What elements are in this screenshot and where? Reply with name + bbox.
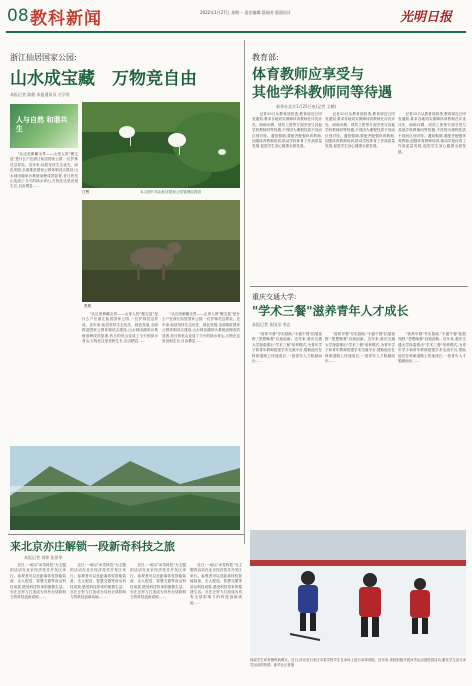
article2-headline-line2: 其他学科教师同等待遇 xyxy=(252,85,392,101)
egret-photo xyxy=(82,102,240,188)
article1-body-col2: "从这里俯瞰全景——山里人的"聚宝盆"是什么?"在浙江仙居国家公园,一位护林员这样说。近年来,仙居坚持生态优先、绿色发展,全面推进国家公园体制试点建设,山水林田湖草沙系统治理成效显著,昔日的荒山变成了今天的绿水青山,万物在这里竞相生长,自由栖息…… xyxy=(82,312,158,344)
ice-hockey-photo xyxy=(250,530,466,656)
article4-byline: 本报记者 刘坤 张景华 xyxy=(24,555,63,560)
article3-kicker: 重庆交通大学: xyxy=(252,293,297,301)
page-number: 08 xyxy=(7,6,29,26)
article1-body-col3: "从这里俯瞰全景——山里人的"聚宝盆"是什么?"在浙江仙居国家公园,一位护林员这样说。近年来,仙居坚持生态优先、绿色发展,全面推进国家公园体制试点建设,山水林田湖草沙系统治理成效显著,昔日的荒山变成了今天的绿水青山,万物在这里竞相生长,自由栖息…… xyxy=(162,312,240,344)
photo-caption-bottom: 探索学生体育锻炼新模式。近日,河北省石家庄市某学校学生在冰场上进行冰球训练。近年来,该校积极开展冰雪运动进校园活动,激发学生参与冰雪运动的热情。新华社记者摄 xyxy=(250,658,466,667)
article3-headline: "学术三餐"滋养青年人才成长 xyxy=(252,304,409,318)
article1-byline: 本报记者 陆健 本报通讯员 应学贵 xyxy=(10,92,70,97)
article2-kicker: 教育部: xyxy=(252,53,279,62)
newspaper-logo: 光明日报 xyxy=(400,10,453,25)
article2-byline: 新华社北京1月25日电(记者 王鹏) xyxy=(276,104,337,109)
article3-body-col1: "营养早餐"夯实基础,"丰盛午餐"拓展视野,"思想晚餐"启迪创新。近年来,重庆交通大学探索推出"学术三餐"培养模式,为青年学子和青年教师搭建学术交流平台,帮助他们在科研道路上快速成长,一批青年人才脱颖而出…… xyxy=(252,332,322,364)
article2-headline-line1: 体育教师应享受与 xyxy=(252,67,364,83)
article1-body-col1: "从这里俯瞰全景——山里人的"聚宝盆"是什么?"在浙江仙居国家公园,一位护林员这样说。近年来,仙居坚持生态优先、绿色发展,全面推进国家公园体制试点建设,山水林田湖草沙系统治理成效显著,昔日的荒山变成了今天的绿水青山,万物在这里竞相生长,自由栖息…… xyxy=(10,152,78,189)
section-title: 教科新闻 xyxy=(30,9,102,29)
article3-body-col2: "营养早餐"夯实基础,"丰盛午餐"拓展视野,"思想晚餐"启迪创新。近年来,重庆交通大学探索推出"学术三餐"培养模式,为青年学子和青年教师搭建学术交流平台,帮助他们在科研道路上快速成长,一批青年人才脱颖而出…… xyxy=(325,332,395,364)
bottom-divider xyxy=(8,534,244,535)
article4-body-col2: 近日,一场以"冰雪科技"为主题的活动在北京经济技术开发区举行。参观者可以近距离体验智能装备、无人配送、智慧交通等前沿科技成果,感受科技带来的便捷生活。亦庄正努力打造成为具有全球影响力的科技创新高地…… xyxy=(70,563,126,600)
issue-meta: 2022年1月27日 星期一 责任编辑:薛丽芳 版面设计 xyxy=(200,10,291,15)
article2-body-col1: 记者25日从教育部获悉,教育部近日印发通知,要求各地切实保障体育教师在评优评先、职称评聘、绩效工资等方面享受与其他学科教师同等待遇,不得因为课程性质不同而区别对待。通知强调,要配齐配强体育教师,加强体育教师培训,推动学校体育工作高质量发展,促进学生身心健康全面发展。 xyxy=(252,112,322,149)
article2-body-col3: 记者25日从教育部获悉,教育部近日印发通知,要求各地切实保障体育教师在评优评先、职称评聘、绩效工资等方面享受与其他学科教师同等待遇,不得因为课程性质不同而区别对待。通知强调,要配齐配强体育教师,加强体育教师培训,推动学校体育工作高质量发展,促进学生身心健康全面发展。 xyxy=(398,112,466,154)
photo-credit: 本文图片均由仙居国家公园管理局提供 xyxy=(140,190,202,194)
header-rule xyxy=(6,31,466,33)
article3-body-col3: "营养早餐"夯实基础,"丰盛午餐"拓展视野,"思想晚餐"启迪创新。近年来,重庆交通大学探索推出"学术三餐"培养模式,为青年学子和青年教师搭建学术交流平台,帮助他们在科研道路上快速成长,一批青年人才脱颖而出…… xyxy=(398,332,466,364)
landscape-photo xyxy=(10,446,240,530)
article4-body-col4: 近日,一场以"冰雪科技"为主题的活动在北京经济技术开发区举行。参观者可以近距离体验智能装备、无人配送、智慧交通等前沿科技成果,感受科技带来的便捷生活。亦庄正努力打造成为具有全球影响力的科技创新高地…… xyxy=(190,563,242,605)
article2-body-col2: 记者25日从教育部获悉,教育部近日印发通知,要求各地切实保障体育教师在评优评先、职称评聘、绩效工资等方面享受与其他学科教师同等待遇,不得因为课程性质不同而区别对待。通知强调,要配齐配强体育教师,加强体育教师培训,推动学校体育工作高质量发展,促进学生身心健康全面发展。 xyxy=(325,112,395,149)
article1-kicker: 浙江仙居国家公园: xyxy=(10,53,77,62)
article3-byline: 本报记者 张国圣 李志 xyxy=(252,322,291,327)
column-divider xyxy=(244,40,245,544)
article4-headline: 来北京亦庄解锁一段新奇科技之旅 xyxy=(10,540,175,553)
badge-text: 人与自然 和谐共生 xyxy=(16,116,68,133)
section-divider xyxy=(250,286,468,287)
egret-caption: 白鹭 xyxy=(82,190,90,194)
article1-headline: 山水成宝藏 万物竞自由 xyxy=(10,69,197,89)
article4-body-col3: 近日,一场以"冰雪科技"为主题的活动在北京经济技术开发区举行。参观者可以近距离体验智能装备、无人配送、智慧交通等前沿科技成果,感受科技带来的便捷生活。亦庄正努力打造成为具有全球影响力的科技创新高地…… xyxy=(130,563,186,600)
deer-photo xyxy=(82,200,240,302)
deer-caption: 黑麂 xyxy=(84,304,92,308)
article1-badge-image xyxy=(10,104,78,148)
page-header xyxy=(0,0,472,34)
article4-body-col1: 近日,一场以"冰雪科技"为主题的活动在北京经济技术开发区举行。参观者可以近距离体验智能装备、无人配送、智慧交通等前沿科技成果,感受科技带来的便捷生活。亦庄正努力打造成为具有全球影响力的科技创新高地…… xyxy=(10,563,66,600)
